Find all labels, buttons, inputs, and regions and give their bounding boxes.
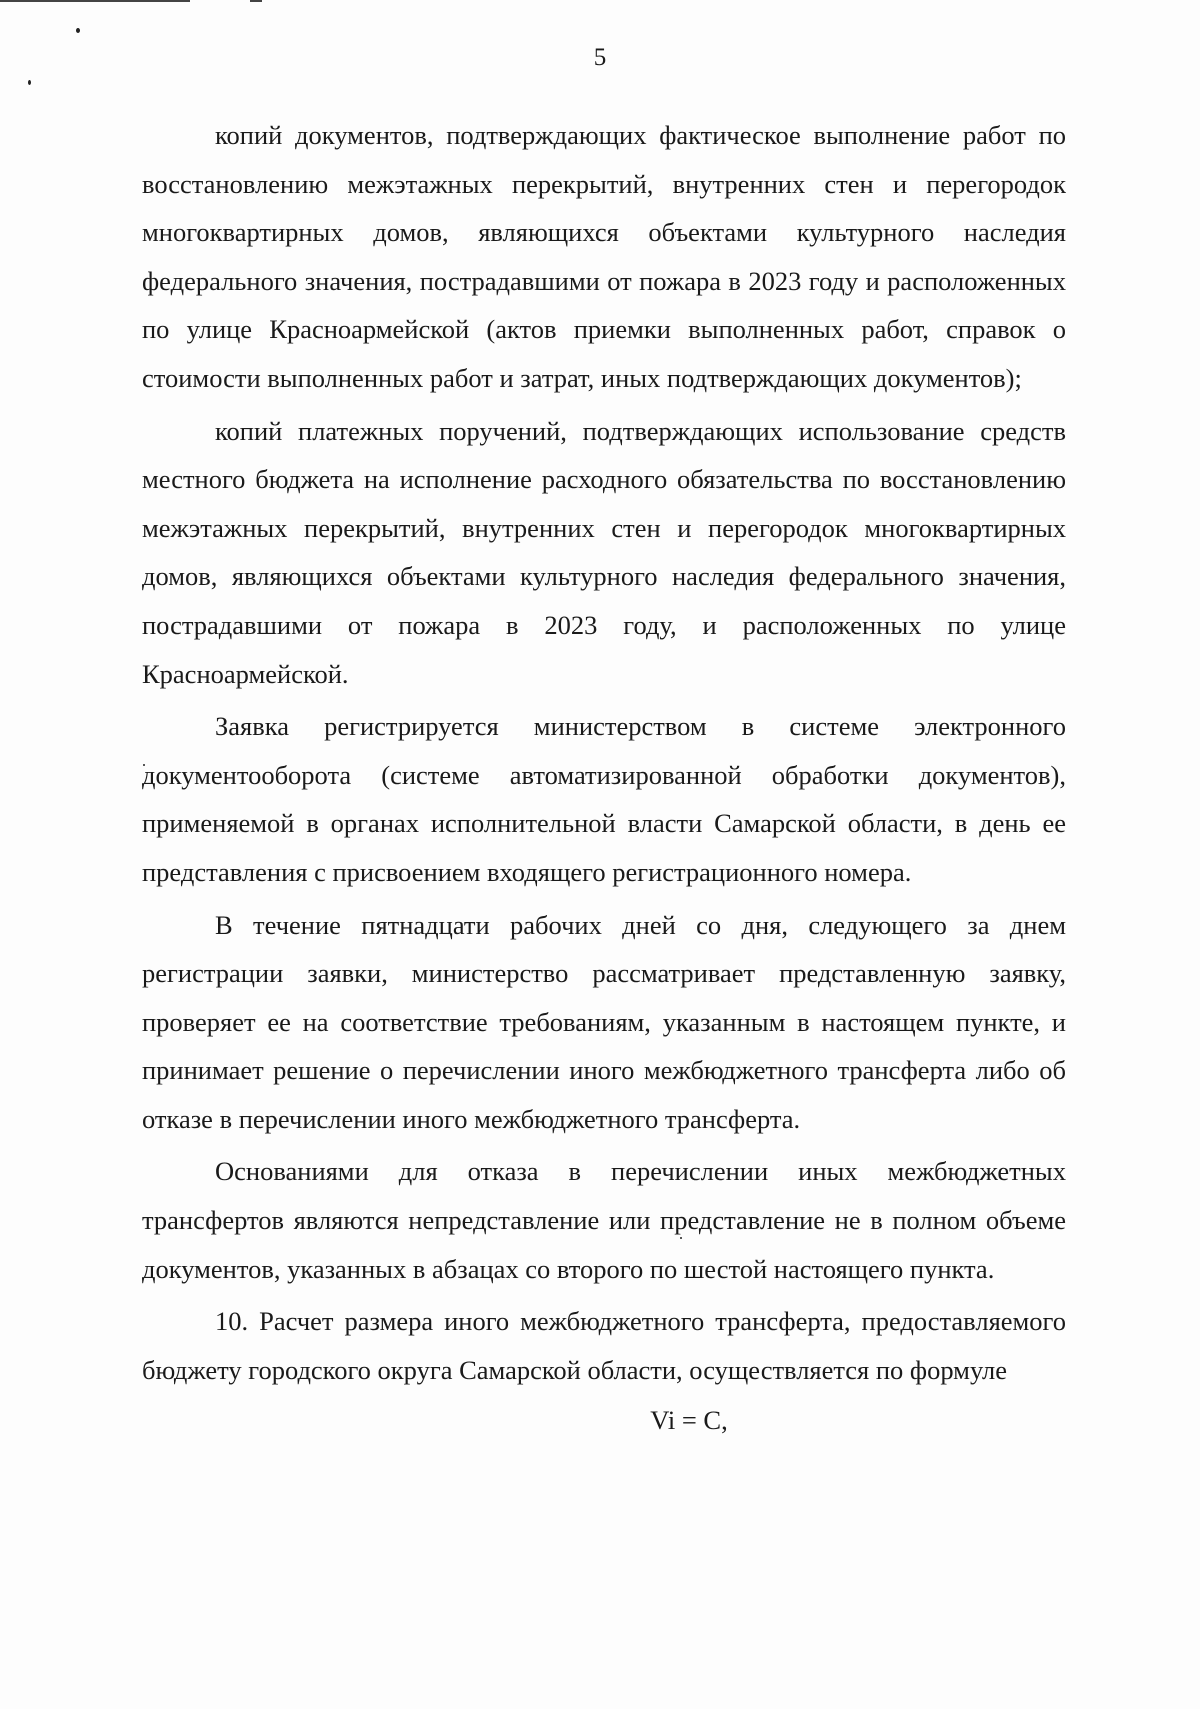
paragraph: Заявка регистрируется министерством в системе электронного документооборота (системе автоматизированной обработки документов), применяемой в органах исполнительной власти Самарской области, в день ее представления с присвоением входящего регистрационного номера. bbox=[142, 711, 1066, 887]
scan-speck bbox=[76, 28, 80, 33]
document-body bbox=[142, 111, 1066, 1445]
paragraph: копий платежных поручений, подтверждающих использование средств местного бюджета на исполнение расходного обязательства по восстановлению межэтажных перекрытий, внутренних стен и перегородок многоквартирных домов, являющихся объектами культурного наследия федерального значения, пострадавшими от пожара в 2023 году, и расположенных по улице Красноармейской. bbox=[142, 415, 1066, 689]
scan-edge-mark bbox=[0, 0, 190, 2]
page-number: 5 bbox=[593, 44, 607, 71]
scan-speck bbox=[28, 80, 31, 85]
scan-edge-mark bbox=[250, 0, 262, 2]
paragraph: копий документов, подтверждающих фактическое выполнение работ по восстановлению межэтажных перекрытий, внутренних стен и перегородок многоквартирных домов, являющихся объектами культурного наследия федерального значения, пострадавшими от пожара в 2023 году и расположенных по улице Красноармейской (актов приемки выполненных работ, справок о стоимости выполненных работ и затрат, иных подтверждающих документов); bbox=[142, 120, 1066, 393]
paragraph: Основаниями для отказа в перечислении иных межбюджетных трансфертов являются непредставление или представление не в полном объеме документов, указанных в абзацах со второго по шестой настоящего пункта. bbox=[142, 1156, 1066, 1284]
paragraph: 10. Расчет размера иного межбюджетного трансферта, предоставляемого бюджету городского округа Самарской области, осуществляется по формуле bbox=[142, 1306, 1066, 1385]
formula: Vi = C, bbox=[650, 1405, 728, 1436]
paragraph: В течение пятнадцати рабочих дней со дня, следующего за днем регистрации заявки, министерство рассматривает представленную заявку, проверяет ее на соответствие требованиям, указанным в настоящем пункте, и принимает решение о перечислении иного межбюджетного трансферта либо об отказе в перечислении иного межбюджетного трансферта. bbox=[142, 909, 1066, 1134]
